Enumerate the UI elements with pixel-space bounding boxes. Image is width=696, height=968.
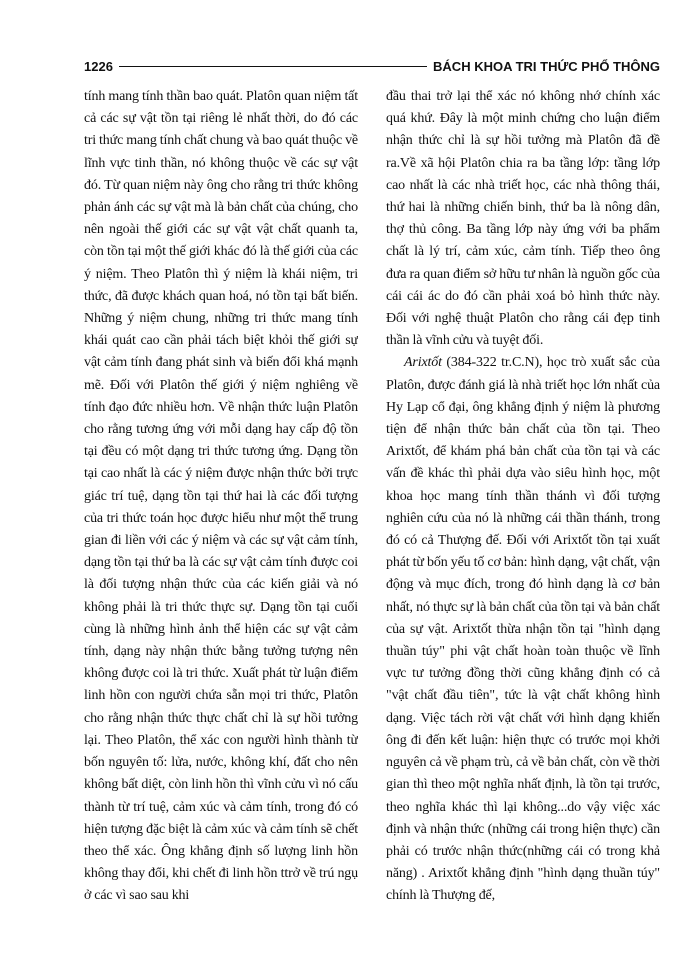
header-rule [119, 66, 427, 67]
right-column [386, 86, 660, 948]
person-name-aristotle: Arixtốt [404, 355, 442, 371]
text-columns [84, 86, 660, 948]
right-paragraph-2-text: (384-322 tr.C.N), học trò xuất sắc của Platôn, được đánh giá là nhà triết học lớn nhất của Hy Lạp cổ đại, ông khẳng định ý niệm là phương tiện để nhận thức bản chất của tồn tại. Theo Arixtốt, để khám phá bản chất của tồn tại và các vấn đề khác thì phải dựa vào siêu hình học, một khoa học mang tính thần thánh vì đối tượng nghiên cứu của nó là những cái thần thánh, trong đó có cả Thượng đế. Đối với Arixtốt tồn tại xuất phát từ bốn yếu tố cơ bản: hình dạng, vật chất, vận động và mục đích, trong đó hình dạng là cơ bản nhất, nó thực sự là bản chất của tồn tại và bản chất của sự vật. Arixtốt thừa nhận tồn tại "hình dạng thuần túy" phi vật chất hoàn toàn thuộc về lĩnh vực tư tưởng đồng thời cũng khẳng định có cả "vật chất đầu tiên", tức là vật chất không hình dạng. Việc tách rời vật chất với hình dạng khiến ông đi đến kết luận: hiện thực có trước mọi khởi nguyên cả về phạm trù, cả về bản chất, còn về thời gian thì theo một nghĩa nhất định, là tồn tại trước, theo nghĩa khác thì lại không...do vậy việc xác định và nhận thức (những cái trong hiện thực) cần phải có trước nhận thức(những cái có trong khả năng) . Arixtốt khẳng định "hình dạng thuần túy" chính là Thượng đế, [386, 355, 660, 904]
running-header [84, 56, 660, 76]
left-paragraph: tính mang tính thần bao quát. Platôn quan niệm tất cả các sự vật tồn tại riêng lẻ nhất thời, do đó các tri thức mang tính chất chung và bao quát thuộc về lĩnh vực tinh thần, nó không thuộc về các sự vật đó. Từ quan niệm này ông cho rằng tri thức không phản ánh các sự vật mà là bản chất của chúng, cho nên ngoài thế giới các sự vật vật chất quanh ta, còn tồn tại một thế giới khác đó là thế giới của các ý niệm. Theo Platôn thì ý niệm là khái niệm, tri thức, đã được khách quan hoá, nó tồn tại bất biến. Những ý niệm chung, những tri thức mang tính khái quát cao cần phải tách biệt khỏi thế giới sự vật cảm tính đang phát sinh và biến đổi khá mạnh mẽ. Đối với Platôn thế giới ý niệm nghiêng về tính đạo đức nhiều hơn. Về nhận thức luận Platôn cho rằng tương ứng với mỗi dạng hay cấp độ tồn tại đều có một dạng tri thức tương ứng. Dạng tồn tại cao nhất là các ý niệm được nhận thức bởi trực giác trí tuệ, dạng tồn tại thứ hai là các đối tượng của tri thức toán học được hiểu như một thể trung gian đi liền với các ý niệm và các sự vật cảm tính, dạng tồn tại thứ ba là các sự vật cảm tính được coi là đối tượng nhận thức của các kiến giải và nó không phải là tri thức thực sự. Dạng tồn tại cuối cùng là những hình ảnh thể hiện các sự vật cảm tính, dạng này nhận thức bằng tưởng tượng nên không được coi là tri thức. Xuất phát từ luận điểm linh hồn con người chứa sẵn mọi tri thức, Platôn cho rằng nhận thức thực chất chỉ là sự hồi tưởng lại. Theo Platôn, thể xác con người hình thành từ bốn nguyên tố: lửa, nước, không khí, đất cho nên không bất diệt, còn linh hồn thì vĩnh cửu vì nó cấu thành từ trí tuệ, cảm xúc và cảm tính, trong đó có hiện tượng đặc biệt là cảm xúc và cảm tính sẽ chết theo thể xác. Ông khẳng định số lượng linh hồn không thay đổi, khi chết đi linh hồn ttrở về trú ngụ ở các vì sao sau khi [84, 89, 358, 904]
page-number: 1226 [84, 58, 113, 74]
left-column [84, 86, 358, 948]
right-paragraph-1: đầu thai trở lại thể xác nó không nhớ chính xác quá khứ. Đây là một minh chứng cho luận điểm nhận thức chỉ là sự hồi tưởng mà Platôn đã đề ra.Về xã hội Platôn chia ra ba tầng lớp: tầng lớp cao nhất là các nhà triết học, các nhà thông thái, thứ hai là những chiến binh, thứ ba là nông dân, thợ thủ công. Ba tầng lớp này ứng với ba phẩm chất là lý trí, cảm xúc, cảm tính. Tiếp theo ông đưa ra quan điểm sở hữu tư nhân là nguồn gốc của cái cái ác do đó cần phải xoá bỏ hình thức này. Đối với nghệ thuật Platôn cho rằng cái đẹp tinh thần là vĩnh cửu và tuyệt đối. [386, 89, 660, 349]
book-title: BÁCH KHOA TRI THỨC PHỔ THÔNG [433, 58, 660, 74]
right-paragraph-2 [386, 352, 660, 907]
